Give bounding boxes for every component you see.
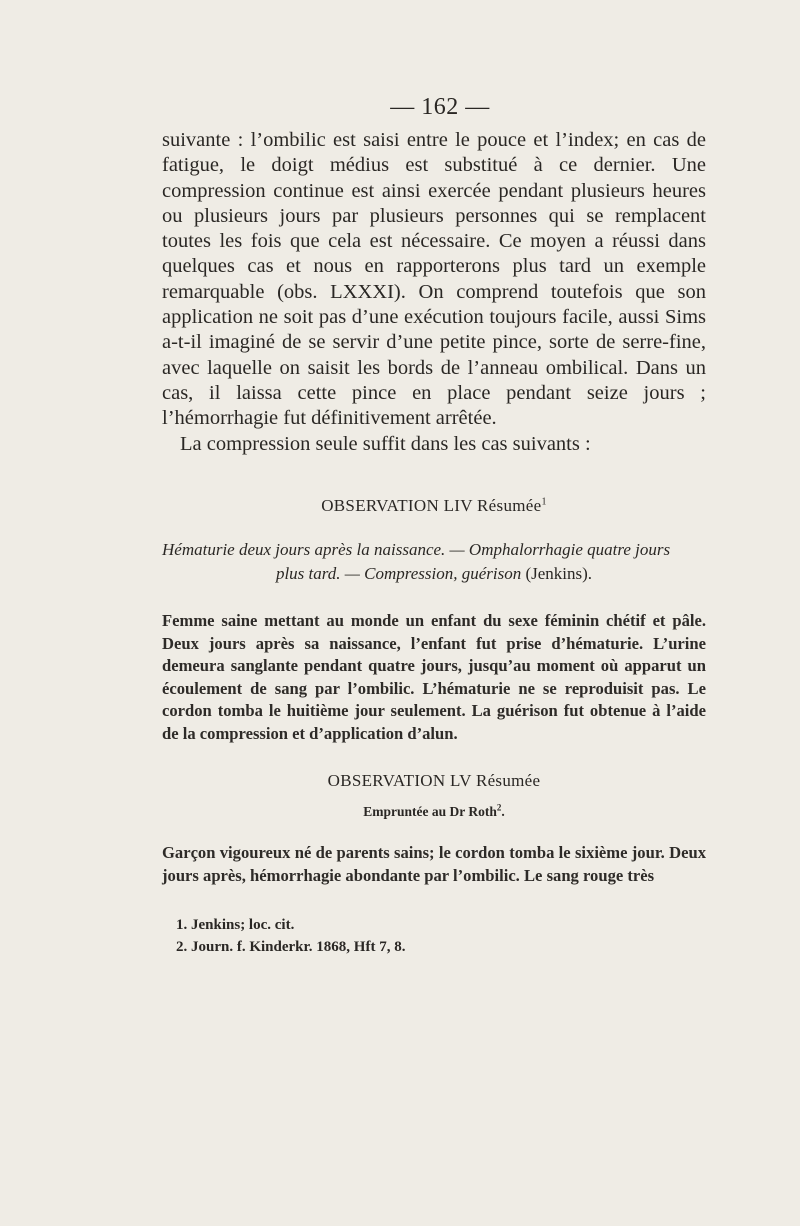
observation-54-text (162, 610, 706, 745)
source-text: Empruntée au Dr Roth (363, 804, 497, 819)
summary-line: Hématurie deux jours après la naissance. — Omphalorrhagie quatre jours (162, 540, 671, 559)
footnote: 2. Journ. f. Kinderkr. 1868, Hft 7, 8. (176, 939, 406, 955)
observation-paragraph: Femme saine mettant au monde un enfant du sexe féminin chétif et pâle. Deux jours après sa naissance, l’enfant fut prise d’hématurie. L’urine demeura sanglante pendant quatre jours, jusqu’au moment où apparut un écoulement de sang par l’ombilic. L’hématurie ne se reproduisit pas. Le cordon tomba le huitième jour seulement. La guérison fut obtenue à l’aide de la compression et d’application d’alun. (162, 611, 706, 743)
observation-55-text (162, 842, 706, 887)
footnote-ref: 1 (541, 496, 547, 508)
observation-title-text: OBSERVATION LV Résumée (327, 771, 541, 790)
summary-line-citation: (Jenkins). (525, 564, 593, 583)
summary-line-italic: plus tard. — Compression, guérison (275, 564, 522, 583)
footnote: 1. Jenkins; loc. cit. (176, 917, 295, 933)
footnotes (176, 914, 696, 958)
main-text (162, 128, 706, 457)
observation-title-text: OBSERVATION LIV Résumée (321, 496, 542, 515)
footnote-ref: 2 (496, 802, 502, 813)
observation-54-summary (162, 538, 706, 586)
observation-paragraph: Garçon vigoureux né de parents sains; le cordon tomba le sixième jour. Deux jours après, hémorrhagie abondante par l’ombilic. Le sang rouge très (162, 843, 706, 885)
main-paragraph: suivante : l’ombilic est saisi entre le pouce et l’index; en cas de fatigue, le doigt médius est substitué à ce dernier. Une compression continue est ainsi exercée pendant plusieurs heures ou plusieurs jours par plusieurs personnes qui se remplacent toutes les fois que cela est nécessaire. Ce moyen a réussi dans quelques cas et nous en rapporterons plus tard un exemple remarquable (obs. LXXXI). On comprend toutefois que son application ne soit pas d’une exécution toujours facile, aussi Sims a-t-il imaginé de se servir d’une petite pince, sorte de serre-fine, avec laquelle on saisit les bords de l’anneau ombilical. Dans un cas, il laissa cette pince en place pendant seize jours ; l’hémorrhagie fut définitivement arrêtée. (162, 129, 706, 430)
observation-54-title (162, 496, 706, 516)
page-number: — 162 — (390, 94, 490, 120)
summary-line (162, 562, 706, 586)
observation-55-title (162, 771, 706, 791)
main-paragraph: La compression seule suffit dans les cas suivants : (180, 432, 591, 455)
observation-55-source: Empruntée au Dr Roth$^2$. (363, 802, 505, 819)
